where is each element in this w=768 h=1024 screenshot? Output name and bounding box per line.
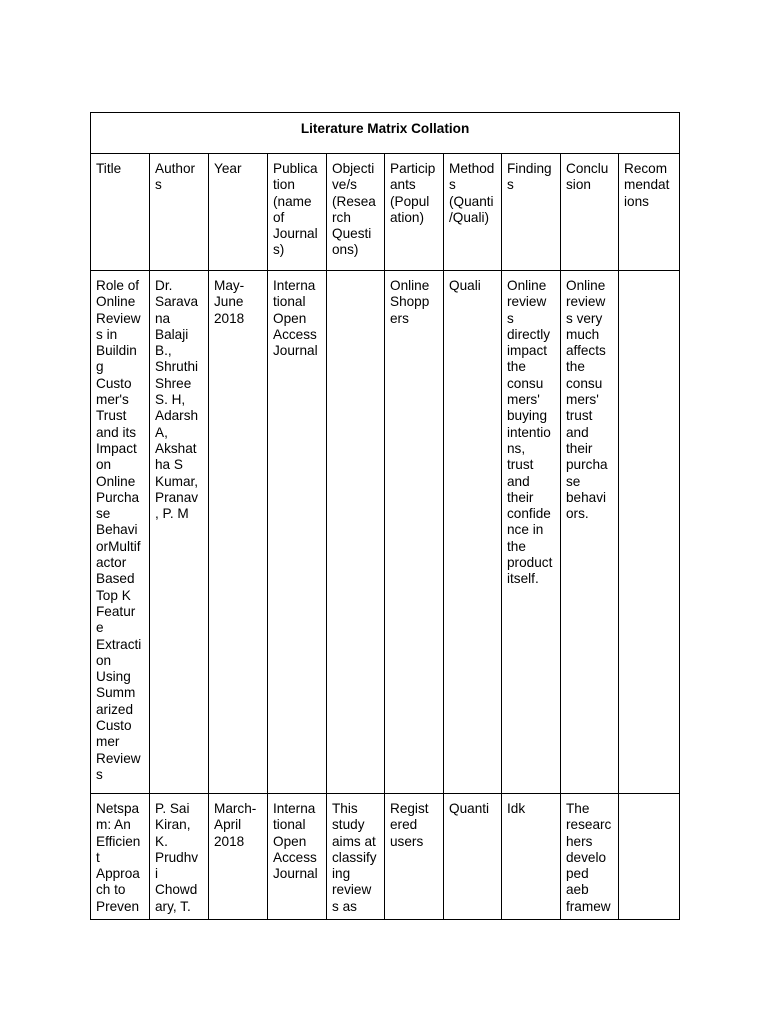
- header-recommendations: Recom mendat ions: [619, 154, 680, 271]
- cell-year: May- June 2018: [209, 271, 268, 794]
- header-participants: Particip ants (Popul ation): [385, 154, 444, 271]
- cell-recommendations: [619, 794, 680, 920]
- header-conclusion: Conclu sion: [561, 154, 619, 271]
- cell-recommendations: [619, 271, 680, 794]
- table-row: [91, 794, 680, 920]
- cell-title: Role of Online Review s in Buildin g Custo mer's Trust and its Impact on Online Purcha se Behavi orMultif actor Based Top K Featur e Extracti on Using Summ arized Custo mer Review s: [91, 271, 150, 794]
- header-methods: Method s (Quanti /Quali): [444, 154, 502, 271]
- cell-title: Netspa m: An Efficien t Approa ch to Preven: [91, 794, 150, 920]
- header-row: [91, 154, 680, 271]
- cell-publication: Interna tional Open Access Journal: [268, 271, 327, 794]
- cell-year: March- April 2018: [209, 794, 268, 920]
- cell-participants: Regist ered users: [385, 794, 444, 920]
- header-title: Title: [91, 154, 150, 271]
- cell-authors: P. Sai Kiran, K. Prudhv i Chowd ary, T.: [150, 794, 209, 920]
- cell-findings: Online review s directly impact the consu mers' buying intentio ns, trust and their confide nce in the product itself.: [502, 271, 561, 794]
- header-authors: Author s: [150, 154, 209, 271]
- header-findings: Finding s: [502, 154, 561, 271]
- cell-methods: Quanti: [444, 794, 502, 920]
- cell-conclusion: The researc hers develo ped aeb framew: [561, 794, 619, 920]
- header-year: Year: [209, 154, 268, 271]
- cell-authors: Dr. Sarava na Balaji B., Shruthi Shree S. H, Adarsh A, Akshat ha S Kumar, Pranav , P. M: [150, 271, 209, 794]
- cell-publication: Interna tional Open Access Journal: [268, 794, 327, 920]
- cell-findings: Idk: [502, 794, 561, 920]
- header-objectives: Objecti ve/s (Resea rch Questi ons): [327, 154, 385, 271]
- table-title: Literature Matrix Collation: [91, 113, 680, 154]
- literature-matrix-table: [90, 112, 680, 920]
- cell-objectives: [327, 271, 385, 794]
- cell-participants: Online Shopp ers: [385, 271, 444, 794]
- cell-objectives: This study aims at classify ing review s as: [327, 794, 385, 920]
- table-row: [91, 271, 680, 794]
- header-publication: Publica tion (name of Journal s): [268, 154, 327, 271]
- cell-methods: Quali: [444, 271, 502, 794]
- cell-conclusion: Online review s very much affects the consu mers' trust and their purcha se behavi ors.: [561, 271, 619, 794]
